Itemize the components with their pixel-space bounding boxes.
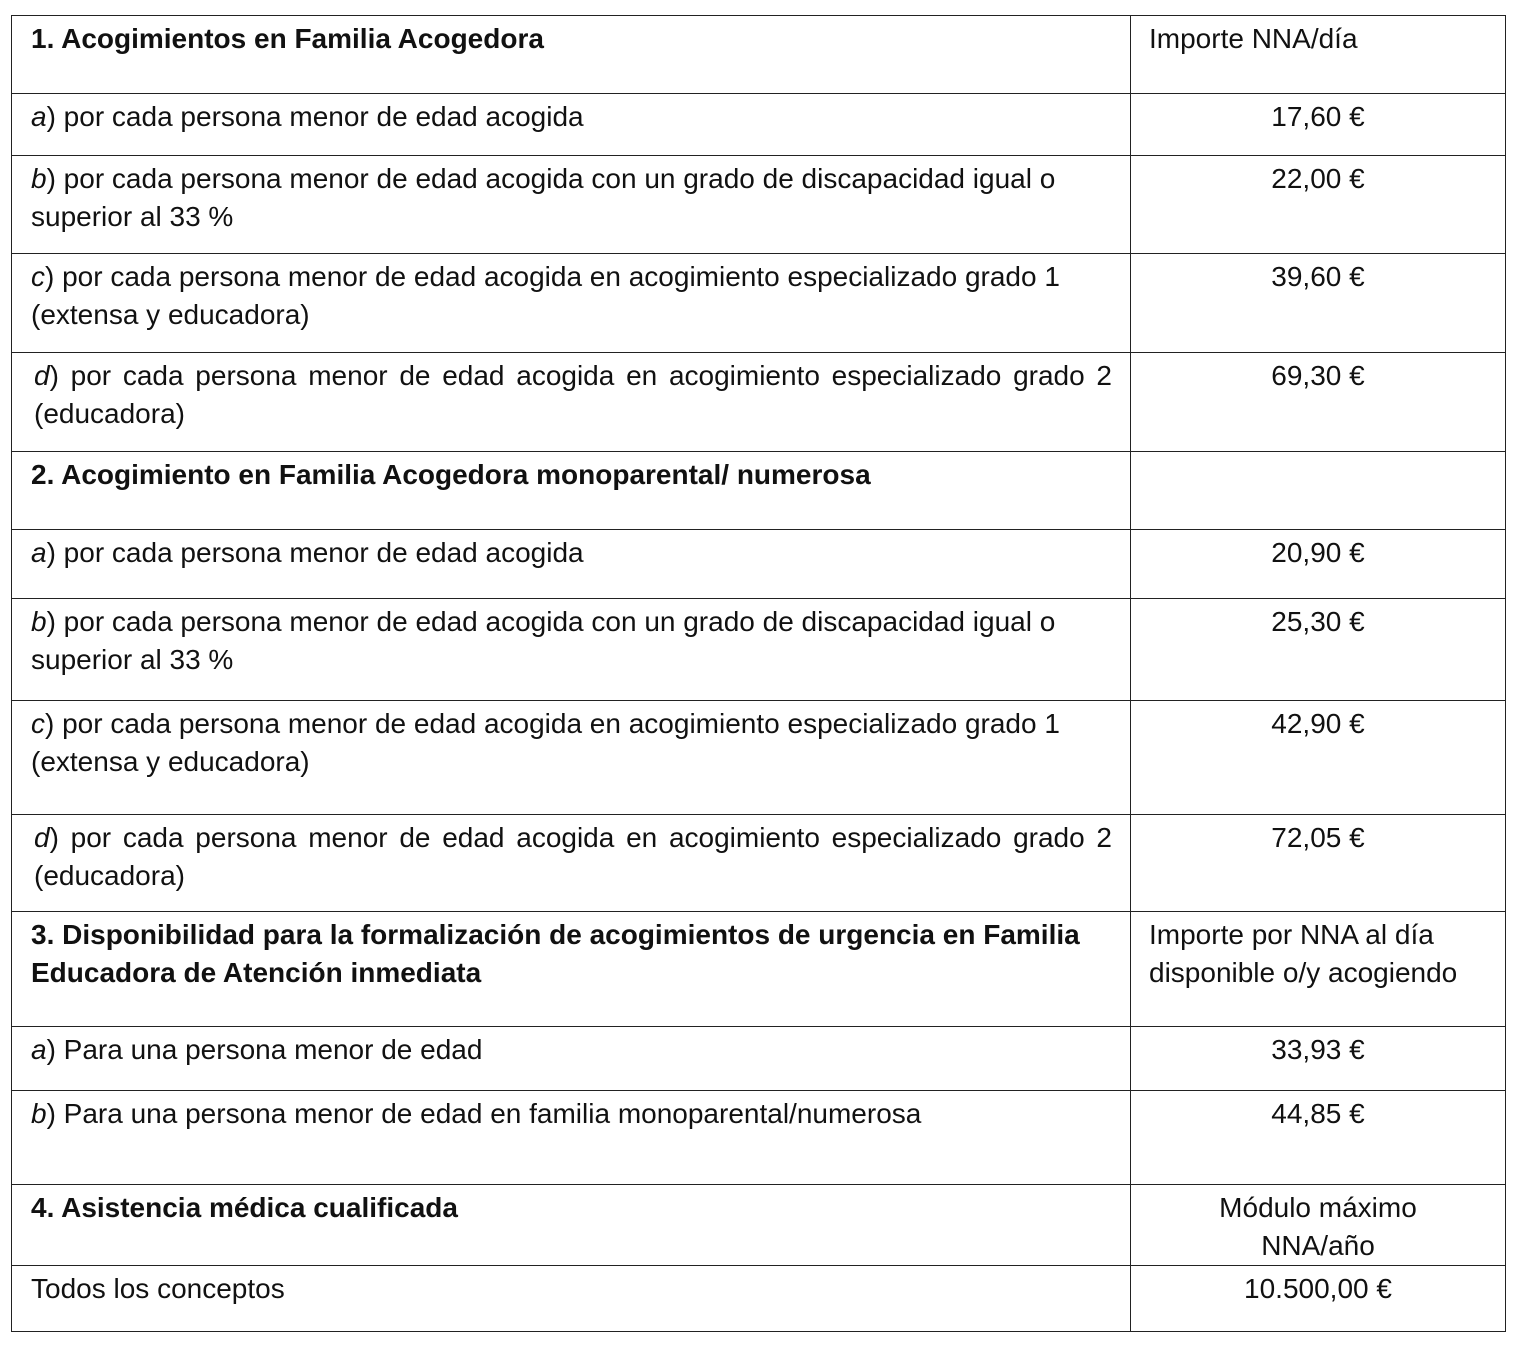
concept-text: ) Para una persona menor de edad <box>46 1034 483 1065</box>
amount-cell: 72,05 € <box>1131 815 1506 912</box>
item-letter: c <box>31 708 45 739</box>
item-letter: a <box>31 537 47 568</box>
table-row <box>12 701 1506 815</box>
concept-cell <box>12 1027 1131 1091</box>
table-row <box>12 815 1506 912</box>
item-letter: a <box>31 1034 47 1065</box>
concept-cell <box>12 94 1131 156</box>
section-1-title: 1. Acogimientos en Familia Acogedora <box>12 16 1131 94</box>
section-2-amount-header <box>1131 452 1506 530</box>
item-letter: b <box>31 1098 47 1129</box>
table-row <box>12 1266 1506 1332</box>
amount-cell: 42,90 € <box>1131 701 1506 815</box>
concept-cell <box>12 1091 1131 1185</box>
item-letter: b <box>31 606 47 637</box>
concept-text: ) por cada persona menor de edad acogida en acogimiento especializado grado 2 (educadora) <box>34 822 1112 891</box>
item-letter: b <box>31 163 47 194</box>
section-4-amount-header: Módulo máximo NNA/año <box>1131 1185 1506 1266</box>
table-row <box>12 156 1506 254</box>
item-letter: a <box>31 101 47 132</box>
concept-cell <box>12 530 1131 599</box>
amount-cell: 22,00 € <box>1131 156 1506 254</box>
concept-cell <box>12 815 1131 912</box>
concept-text: ) por cada persona menor de edad acogida con un grado de discapacidad igual o superior al 33 % <box>31 163 1056 232</box>
amount-cell: 10.500,00 € <box>1131 1266 1506 1332</box>
table-row <box>12 94 1506 156</box>
concept-cell: Todos los conceptos <box>12 1266 1131 1332</box>
concept-text: ) por cada persona menor de edad acogida con un grado de discapacidad igual o superior al 33 % <box>31 606 1056 675</box>
section-1-amount-header: Importe NNA/día <box>1131 16 1506 94</box>
table-row <box>12 599 1506 701</box>
table-row <box>12 912 1506 1027</box>
concept-cell <box>12 599 1131 701</box>
fee-table <box>11 15 1506 1332</box>
concept-text: ) por cada persona menor de edad acogida en acogimiento especializado grado 2 (educadora) <box>34 360 1112 429</box>
section-2-title: 2. Acogimiento en Familia Acogedora monoparental/ numerosa <box>12 452 1131 530</box>
concept-text: ) por cada persona menor de edad acogida <box>46 101 584 132</box>
item-letter: c <box>31 261 45 292</box>
amount-cell: 69,30 € <box>1131 353 1506 452</box>
concept-text: ) por cada persona menor de edad acogida en acogimiento especializado grado 1 (extensa y educadora) <box>31 708 1060 777</box>
concept-text: ) por cada persona menor de edad acogida en acogimiento especializado grado 1 (extensa y educadora) <box>31 261 1060 330</box>
section-3-amount-header: Importe por NNA al día disponible o/y acogiendo <box>1131 912 1506 1027</box>
concept-text: ) por cada persona menor de edad acogida <box>46 537 584 568</box>
table-row <box>12 1185 1506 1266</box>
amount-cell: 44,85 € <box>1131 1091 1506 1185</box>
table-row <box>12 1091 1506 1185</box>
amount-cell: 25,30 € <box>1131 599 1506 701</box>
amount-cell: 39,60 € <box>1131 254 1506 353</box>
concept-cell <box>12 254 1131 353</box>
table-row <box>12 452 1506 530</box>
concept-cell <box>12 156 1131 254</box>
table-row <box>12 254 1506 353</box>
concept-text: ) Para una persona menor de edad en familia monoparental/numerosa <box>46 1098 922 1129</box>
amount-cell: 17,60 € <box>1131 94 1506 156</box>
section-4-title: 4. Asistencia médica cualificada <box>12 1185 1131 1266</box>
table-row <box>12 530 1506 599</box>
item-letter: d <box>34 360 50 391</box>
item-letter: d <box>34 822 50 853</box>
table-row <box>12 1027 1506 1091</box>
section-3-title: 3. Disponibilidad para la formalización de acogimientos de urgencia en Familia Educadora de Atención inmediata <box>12 912 1131 1027</box>
amount-cell: 33,93 € <box>1131 1027 1506 1091</box>
table-row <box>12 353 1506 452</box>
concept-cell <box>12 701 1131 815</box>
concept-cell <box>12 353 1131 452</box>
amount-cell: 20,90 € <box>1131 530 1506 599</box>
table-row <box>12 16 1506 94</box>
